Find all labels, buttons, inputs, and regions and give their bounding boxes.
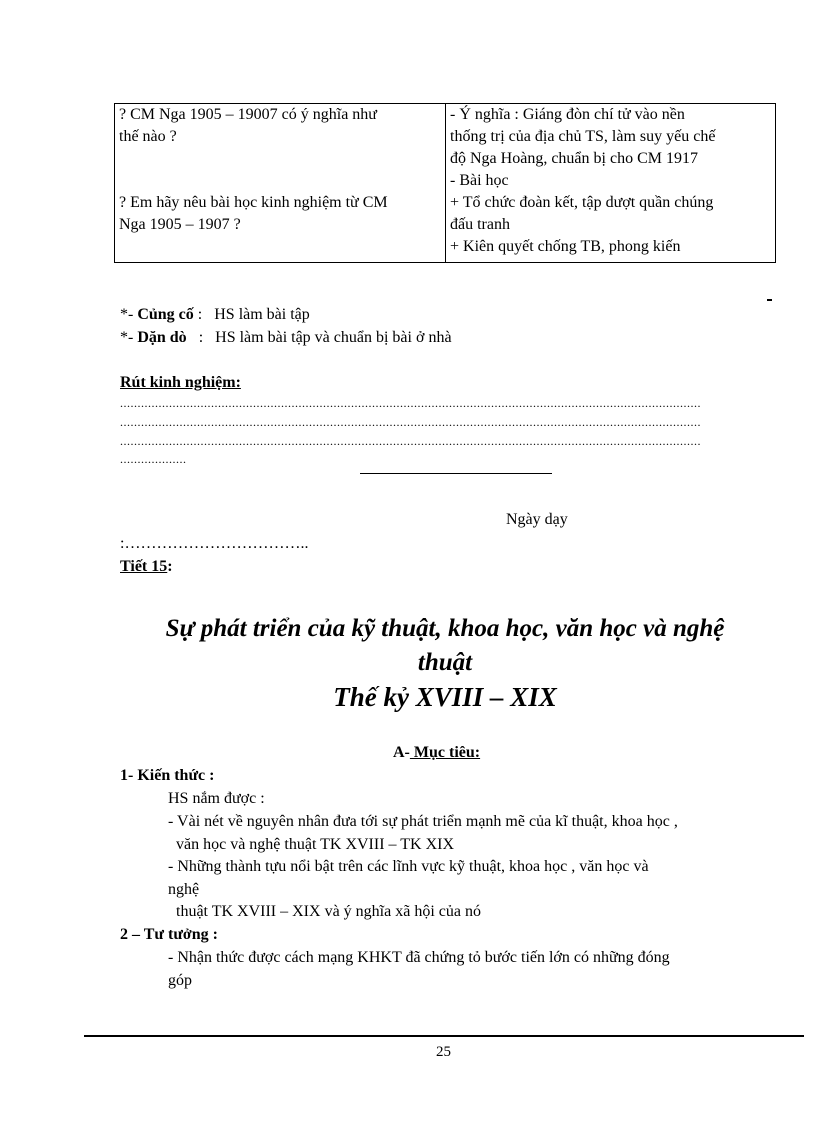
- answer-line: + Kiên quyết chống TB, phong kiến: [450, 238, 681, 255]
- experience-dots-line: ......................................................................................................................................................................: [120, 434, 701, 448]
- answer-line: - Bài học: [450, 172, 509, 189]
- blank-line: [119, 170, 441, 192]
- blank-line: [119, 148, 441, 170]
- knowledge-heading: 1- Kiến thức :: [120, 767, 215, 784]
- date-dots: :……………………………..: [120, 535, 309, 552]
- question-line: ? CM Nga 1905 – 19007 có ý nghĩa như: [119, 106, 377, 123]
- thought-item-line: - Nhận thức được cách mạng KHKT đã chứng tỏ bước tiến lớn có những đóng: [168, 949, 670, 966]
- objectives-heading: [393, 742, 480, 764]
- dan-do-label: Dặn dò: [137, 329, 187, 346]
- dan-do-line: [120, 327, 452, 349]
- thought-item-line: góp: [168, 972, 192, 989]
- answer-line: - Ý nghĩa : Giáng đòn chí tử vào nền: [450, 106, 685, 123]
- lesson-title-line: Sự phát triển của kỹ thuật, khoa học, văn học và nghệ: [165, 615, 725, 642]
- footer-rule: [84, 1035, 804, 1037]
- qa-table: [114, 103, 776, 263]
- lesson-title: [120, 612, 770, 714]
- knowledge-item-line: văn học và nghệ thuật TK XVIII – TK XIX: [176, 836, 455, 853]
- knowledge-item-line: - Những thành tựu nổi bật trên các lĩnh vực kỹ thuật, khoa học , văn học và: [168, 858, 649, 875]
- period-suffix: :: [167, 558, 173, 575]
- dan-do-prefix: *-: [120, 329, 138, 346]
- knowledge-item-line: - Vài nét về nguyên nhân đưa tới sự phát triển mạnh mẽ của kĩ thuật, khoa học ,: [168, 813, 678, 830]
- experience-dots-line: ......................................................................................................................................................................: [120, 396, 701, 410]
- lesson-title-line: Thế kỷ XVIII – XIX: [333, 682, 557, 712]
- date-label: Ngày dạy: [506, 511, 568, 528]
- answer-line: + Tổ chức đoàn kết, tập dượt quần chúng: [450, 194, 714, 211]
- question-line: thế nào ?: [119, 128, 177, 145]
- page-number: 25: [436, 1044, 451, 1060]
- questions-cell: [115, 104, 446, 263]
- knowledge-item-line: nghệ: [168, 881, 200, 898]
- answer-line: đấu tranh: [450, 216, 510, 233]
- cung-co-text: HS làm bài tập: [214, 306, 310, 323]
- lesson-title-line: thuật: [417, 649, 473, 676]
- experience-dots-line: ...................: [120, 452, 187, 466]
- margin-mark: [767, 299, 772, 301]
- question-line: Nga 1905 – 1907 ?: [119, 216, 241, 233]
- answer-line: thống trị của địa chủ TS, làm suy yếu chế: [450, 128, 716, 145]
- experience-dots-line: ......................................................................................................................................................................: [120, 415, 701, 429]
- period-label: Tiết 15: [120, 558, 168, 575]
- dan-do-text: HS làm bài tập và chuẩn bị bài ở nhà: [215, 329, 452, 346]
- cung-co-label: Củng cố: [137, 306, 194, 323]
- answers-cell: [446, 104, 776, 263]
- cung-co-sep: :: [193, 306, 215, 323]
- objectives-heading-prefix: A-: [393, 744, 410, 761]
- cung-co-line: [120, 304, 310, 326]
- dan-do-sep: :: [186, 329, 216, 346]
- thought-heading: 2 – Tư tưởng :: [120, 926, 218, 943]
- answer-line: độ Nga Hoàng, chuẩn bị cho CM 1917: [450, 150, 698, 167]
- question-line: ? Em hãy nêu bài học kinh nghiệm từ CM: [119, 194, 388, 211]
- cung-co-prefix: *-: [120, 306, 138, 323]
- knowledge-item-line: thuật TK XVIII – XIX và ý nghĩa xã hội của nó: [176, 903, 481, 920]
- knowledge-intro: HS nắm được :: [168, 790, 265, 807]
- experience-heading: Rút kinh nghiệm:: [120, 374, 241, 391]
- section-divider: [360, 473, 552, 474]
- period-line: [120, 556, 173, 578]
- objectives-heading-text: Mục tiêu:: [409, 744, 481, 761]
